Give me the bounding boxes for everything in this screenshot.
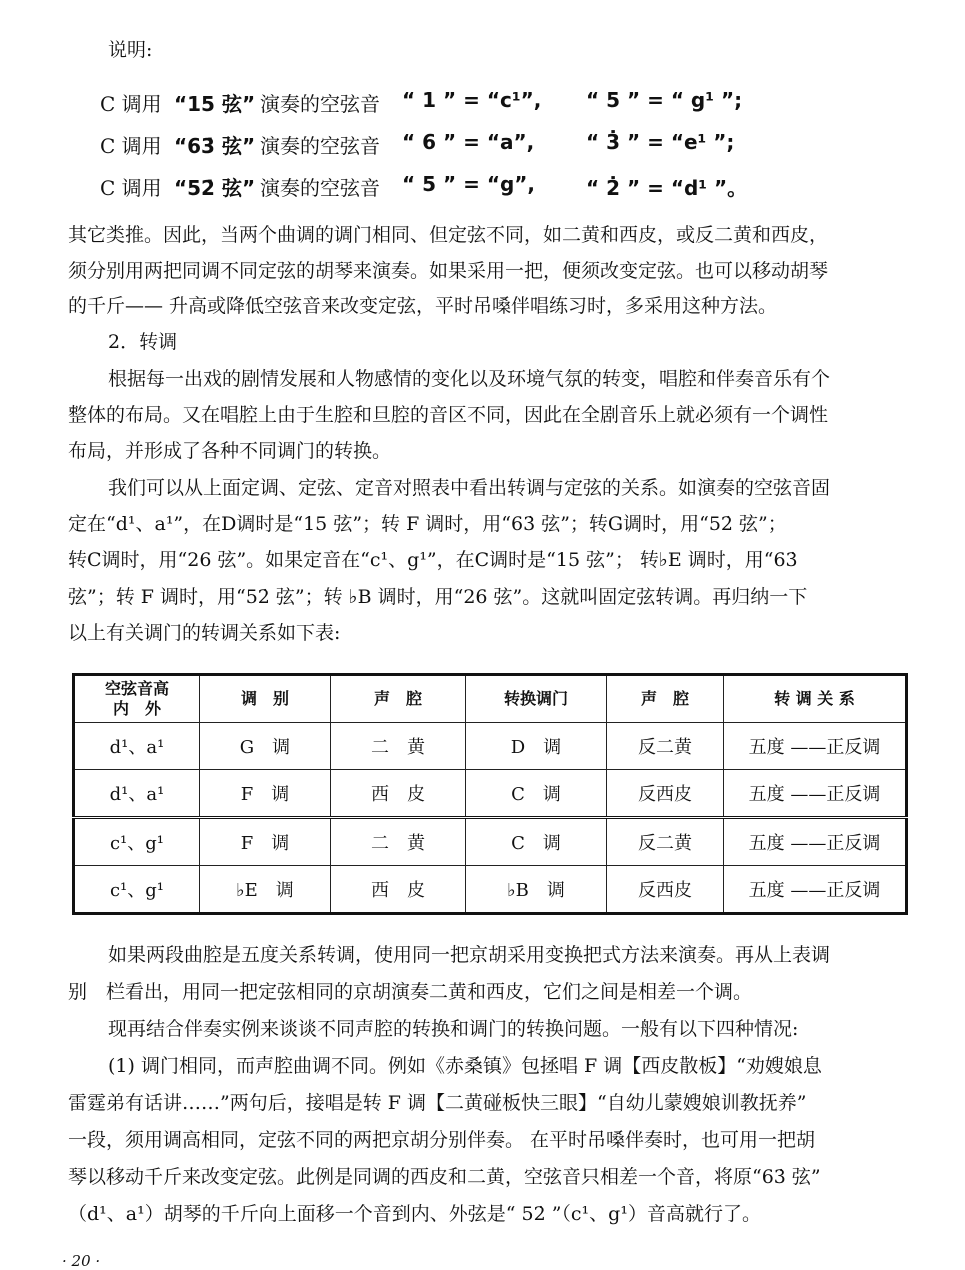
paragraph-line: 以上有关调门的转调关系如下表: xyxy=(68,622,341,644)
paragraph-line: （d¹、a¹）胡琴的千斤向上面移一个音到内、外弦是“ 52̇ ”（c¹、g¹）音高就行了。 xyxy=(68,1203,761,1225)
paragraph-line: 别 栏看出，用同一把定弦相同的京胡演奏二黄和西皮，它们之间是相差一个调。 xyxy=(68,981,753,1003)
table-cell: 五度 ——正反调 xyxy=(724,866,907,914)
table-cell: 反二黄 xyxy=(607,723,724,770)
table-header: 调 别 xyxy=(200,675,331,723)
paragraph-line: 须分别用两把同调不同定弦的胡琴来演奏。如果采用一把，便须改变定弦。也可以移动胡琴 xyxy=(68,260,829,282)
table-cell: 五度 ——正反调 xyxy=(724,723,907,770)
section-heading: 2．转调 xyxy=(108,331,178,353)
heading: 说明: xyxy=(108,39,153,61)
table-cell: F 调 xyxy=(200,770,331,818)
table-cell: 反西皮 xyxy=(607,866,724,914)
table-header: 空弦音高 内 外 xyxy=(74,675,200,723)
paragraph-line: 现再结合伴奏实例来谈谈不同声腔的转换和调门的转换问题。一般有以下四种情况: xyxy=(108,1018,799,1040)
paragraph-line: 其它类推。因此，当两个曲调的调门相同、但定弦不同，如二黄和西皮，或反二黄和西皮， xyxy=(68,224,829,246)
table-cell: c¹、g¹ xyxy=(74,818,200,866)
paragraph-line: 定在“d¹、a¹”，在D调时是“15 弦”；转 F 调时，用“63̇ 弦”；转G调时，用“52̇ 弦”； xyxy=(68,513,787,535)
table-cell: 反西皮 xyxy=(607,770,724,818)
table-cell: 西 皮 xyxy=(331,866,466,914)
paragraph-line: 如果两段曲腔是五度关系转调，使用同一把京胡采用变换把式方法来演奏。再从上表调 xyxy=(108,944,831,966)
table-cell: d¹、a¹ xyxy=(74,770,200,818)
table-header: 声 腔 xyxy=(331,675,466,723)
paragraph-line: 雷霆弟有话讲……”两句后，接唱是转 F 调【二黄碰板快三眼】“自幼儿蒙嫂娘训教抚养” xyxy=(68,1092,807,1114)
paragraph-line: 根据每一出戏的剧情发展和人物感情的变化以及环境气氛的转变，唱腔和伴奏音乐有个 xyxy=(108,368,831,390)
table-header: 转换调门 xyxy=(466,675,607,723)
paragraph-line: (1) 调门相同，而声腔曲调不同。例如《赤桑镇》包拯唱 F 调【西皮散板】“劝嫂娘息 xyxy=(108,1055,822,1077)
table-cell: F 调 xyxy=(200,818,331,866)
paragraph-line: 转C调时，用“26 弦”。如果定音在“c¹、g¹”，在C调时是“15 弦”； 转♭E 调时，用“63̇ xyxy=(68,549,798,571)
table-cell: d¹、a¹ xyxy=(74,723,200,770)
table-header: 声 腔 xyxy=(607,675,724,723)
table-cell: 五度 ——正反调 xyxy=(724,818,907,866)
table-header-row xyxy=(74,675,907,723)
table-cell: ♭B 调 xyxy=(466,866,607,914)
paragraph-line: 整体的布局。又在唱腔上由于生腔和旦腔的音区不同，因此在全剧音乐上就必须有一个调性 xyxy=(68,404,829,426)
table-cell: 二 黄 xyxy=(331,723,466,770)
paragraph-line: 的千斤—— 升高或降低空弦音来改变定弦，平时吊嗓伴唱练习时，多采用这种方法。 xyxy=(68,295,778,317)
table-cell: ♭E 调 xyxy=(200,866,331,914)
table-row xyxy=(74,723,907,770)
paragraph-line: 弦”；转 F 调时，用“52̇ 弦”；转 ♭B 调时，用“26 弦”。这就叫固定弦转调。再归纳一下 xyxy=(68,586,808,608)
table-cell: c¹、g¹ xyxy=(74,866,200,914)
table-header: 转 调 关 系 xyxy=(724,675,907,723)
paragraph-line: 布局，并形成了各种不同调门的转换。 xyxy=(68,440,392,462)
table-cell: C 调 xyxy=(466,770,607,818)
table-cell: 西 皮 xyxy=(331,770,466,818)
paragraph-line: 一段，须用调高相同，定弦不同的两把京胡分别伴奏。 在平时吊嗓伴奏时，也可用一把胡 xyxy=(68,1129,816,1151)
table-cell: 二 黄 xyxy=(331,818,466,866)
paragraph-line: 琴以移动千斤来改变定弦。此例是同调的西皮和二黄，空弦音只相差一个音，将原“63̇ 弦” xyxy=(68,1166,821,1188)
table-cell: C 调 xyxy=(466,818,607,866)
table-cell: D 调 xyxy=(466,723,607,770)
table-row xyxy=(74,770,907,818)
table-cell: 反二黄 xyxy=(607,818,724,866)
table-row xyxy=(74,866,907,914)
page-number: · 20 · xyxy=(62,1252,101,1270)
key-change-table xyxy=(72,673,908,915)
table-cell: G 调 xyxy=(200,723,331,770)
paragraph-line: 我们可以从上面定调、定弦、定音对照表中看出转调与定弦的关系。如演奏的空弦音固 xyxy=(108,477,831,499)
table-cell: 五度 ——正反调 xyxy=(724,770,907,818)
table-row xyxy=(74,818,907,866)
